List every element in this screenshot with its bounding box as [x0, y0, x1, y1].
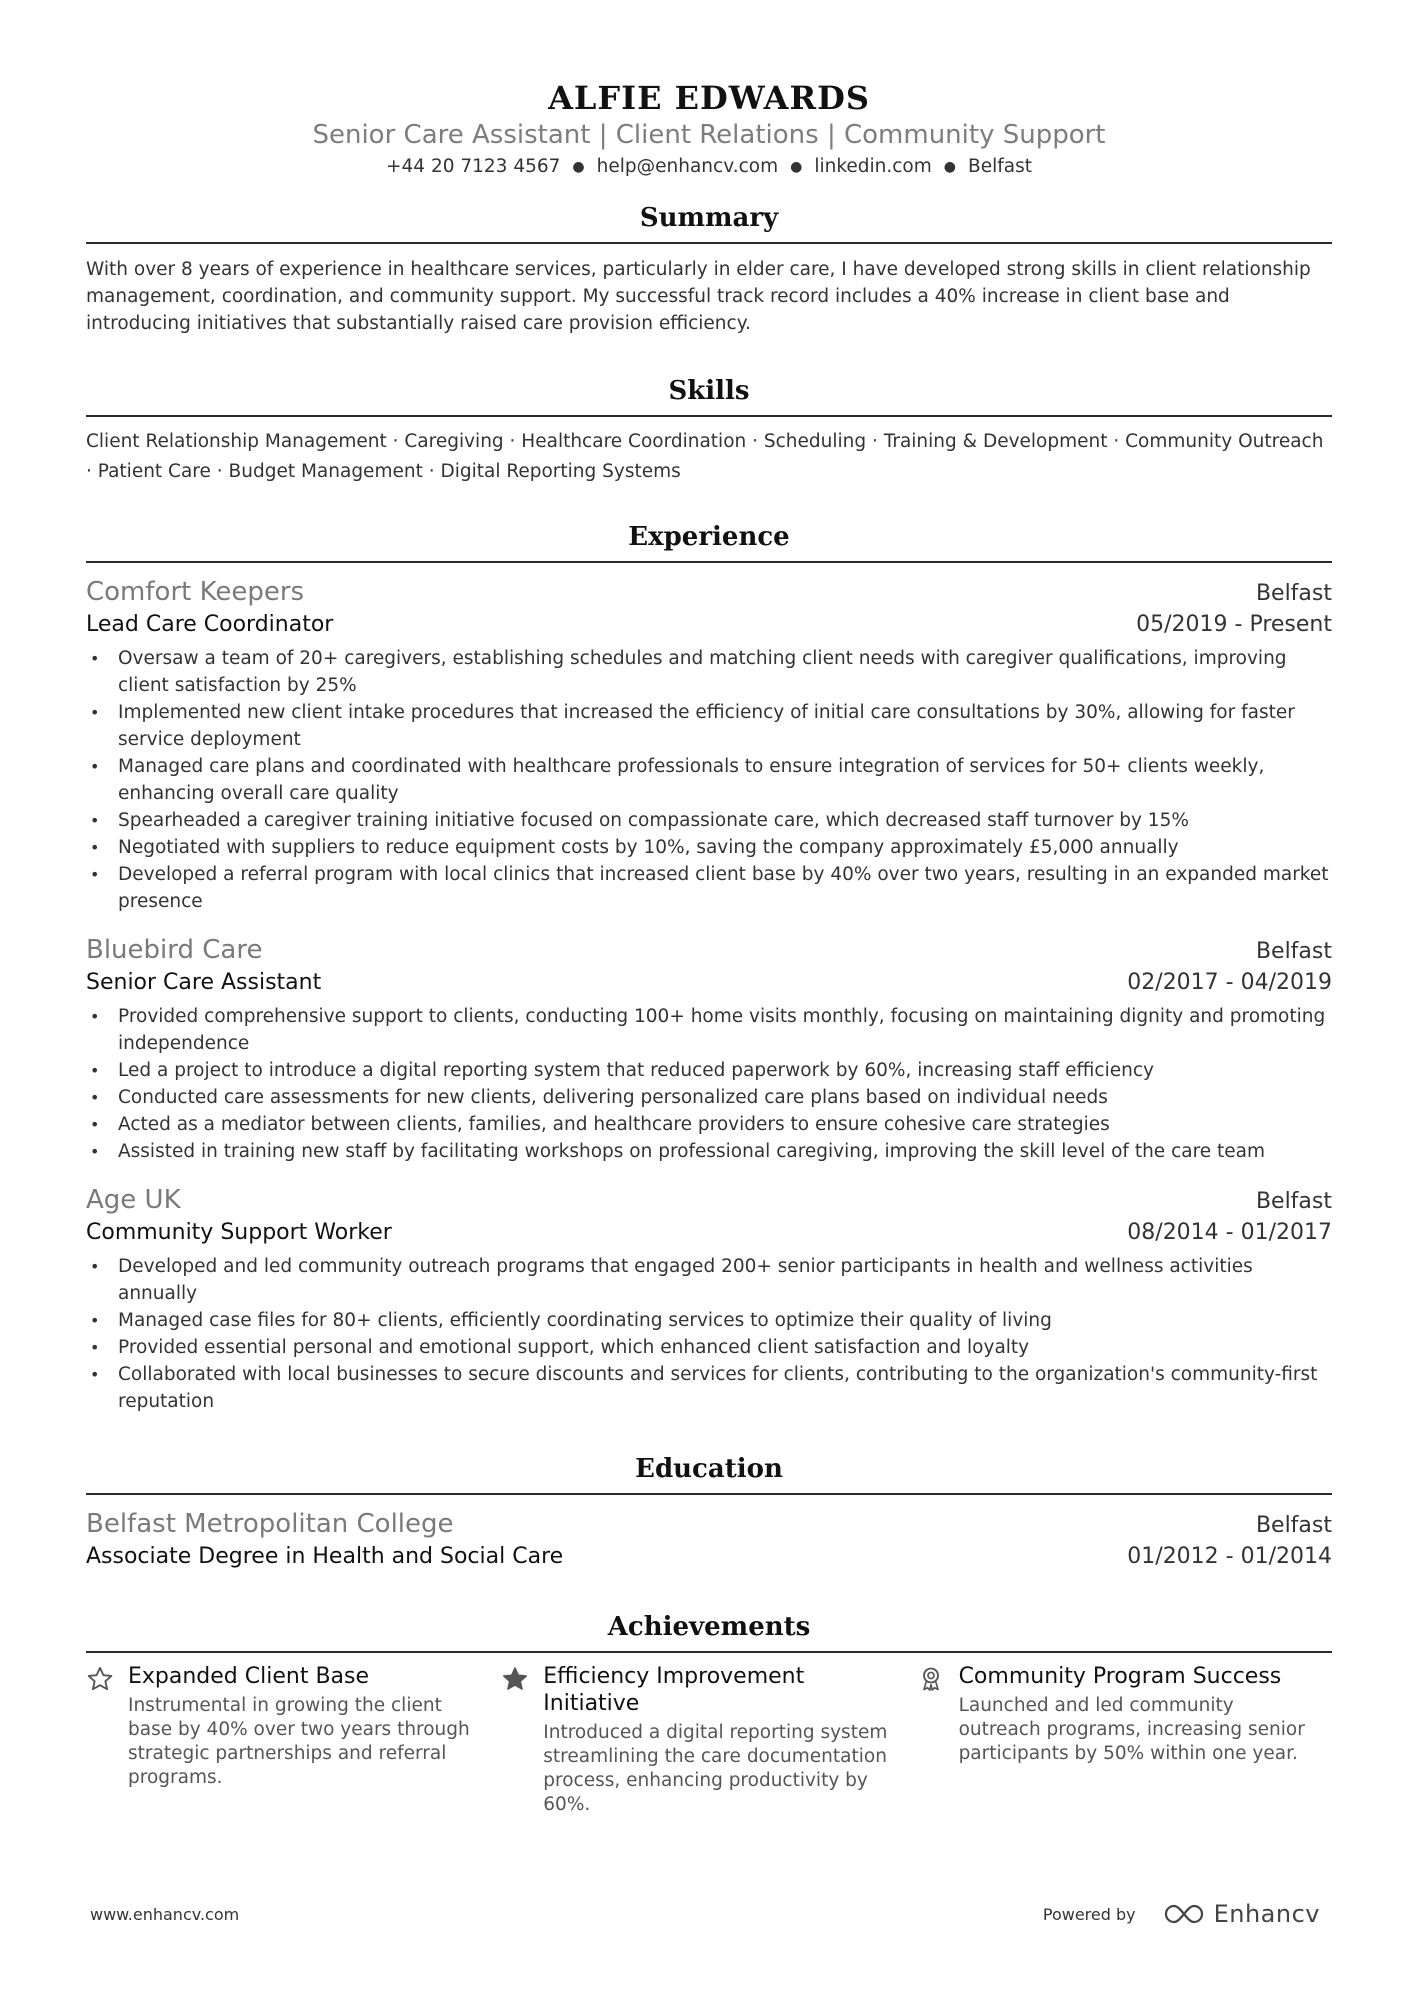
education-entry [86, 1507, 1332, 1573]
contact-line [86, 154, 1332, 180]
job-role: Senior Care Assistant [86, 970, 322, 995]
achievement-title: Efficiency Improvement Initiative [543, 1664, 805, 1716]
summary-section [86, 200, 1332, 337]
experience-heading-rule [86, 519, 1332, 563]
star-outline-icon [86, 1663, 128, 1817]
job-bullet: • Provided comprehensive support to clients, conducting 100+ home visits monthly, focusing on maintaining dignity and promoting independence [86, 1003, 1332, 1057]
job-dates: 02/2017 - 04/2019 [1127, 970, 1332, 995]
job-role: Community Support Worker [86, 1220, 392, 1245]
footer-site-link[interactable]: www.enhancv.com [90, 1904, 240, 1924]
skills-heading-rule [86, 373, 1332, 417]
achievement-desc: Introduced a digital reporting system streamlining the care documentation process, enhancing productivity by 60%. [543, 1722, 888, 1815]
job-bullet: • Developed and led community outreach programs that engaged 200+ senior participants in health and wellness activities annually [86, 1253, 1332, 1307]
experience-title: Experience [628, 522, 790, 552]
job-bullet: • Provided essential personal and emotional support, which enhanced client satisfaction and loyalty [86, 1334, 1332, 1361]
job-bullet: • Managed care plans and coordinated with healthcare professionals to ensure integration of services for 50+ clients weekly, enhancing overall care quality [86, 753, 1332, 807]
job-entry [86, 933, 1332, 1165]
achievement-title: Expanded Client Base [128, 1664, 370, 1689]
job-role: Lead Care Coordinator [86, 612, 334, 637]
job-bullet: • Implemented new client intake procedures that increased the efficiency of initial care consultations by 30%, allowing for faster service deployment [86, 699, 1332, 753]
education-school: Belfast Metropolitan College [86, 1509, 454, 1539]
education-title: Education [635, 1454, 783, 1484]
job-bullets [86, 1003, 1332, 1165]
education-dates: 01/2012 - 01/2014 [1127, 1544, 1332, 1569]
skills-title: Skills [668, 376, 750, 406]
skills-list: Client Relationship Management · Caregiving · Healthcare Coordination · Scheduling · Training & Development · Community Outreach · Patient Care · Budget Management · Digital Reporting Systems [86, 431, 1324, 482]
summary-title: Summary [639, 203, 779, 233]
achievement-desc: Instrumental in growing the client base by 40% over two years through strategic partnerships and referral programs. [128, 1695, 470, 1788]
job-bullet: • Spearheaded a caregiver training initiative focused on compassionate care, which decreased staff turnover by 15% [86, 807, 1332, 834]
separator-dot: ● [790, 159, 803, 175]
star-filled-icon [501, 1663, 543, 1817]
education-heading-rule [86, 1451, 1332, 1495]
candidate-name: ALFIE EDWARDS [548, 79, 870, 117]
job-bullet: • Acted as a mediator between clients, families, and healthcare providers to ensure cohesive care strategies [86, 1111, 1332, 1138]
job-entry [86, 575, 1332, 915]
job-location: Belfast [1255, 1189, 1332, 1214]
contact-phone: +44 20 7123 4567 [386, 156, 561, 177]
job-bullets [86, 645, 1332, 915]
resume-header [86, 78, 1332, 180]
achievements-grid [86, 1663, 1332, 1817]
experience-section [86, 519, 1332, 1415]
separator-dot: ● [572, 159, 585, 175]
summary-heading-rule [86, 200, 1332, 244]
achievement-item [917, 1663, 1332, 1817]
achievement-item [86, 1663, 501, 1817]
job-location: Belfast [1255, 939, 1332, 964]
contact-email[interactable]: help@enhancv.com [596, 156, 779, 177]
job-bullets [86, 1253, 1332, 1415]
achievements-heading-rule [86, 1609, 1332, 1653]
job-bullet: • Negotiated with suppliers to reduce equipment costs by 10%, saving the company approximately £5,000 annually [86, 834, 1332, 861]
achievement-item [501, 1663, 916, 1817]
powered-by [1043, 1900, 1320, 1928]
page-footer [90, 1900, 1320, 1928]
job-dates: 08/2014 - 01/2017 [1127, 1220, 1332, 1245]
job-company: Bluebird Care [86, 935, 263, 965]
job-bullet: • Developed a referral program with local clinics that increased client base by 40% over two years, resulting in an expanded market presence [86, 861, 1332, 915]
job-entry [86, 1183, 1332, 1415]
education-location: Belfast [1255, 1513, 1332, 1538]
job-bullet: • Oversaw a team of 20+ caregivers, establishing schedules and matching client needs with caregiver qualifications, improving client satisfaction by 25% [86, 645, 1332, 699]
candidate-headline: Senior Care Assistant | Client Relations | Community Support [312, 120, 1106, 150]
separator-dot: ● [943, 159, 956, 175]
achievements-title: Achievements [607, 1612, 811, 1642]
job-location: Belfast [1255, 581, 1332, 606]
infinity-logo-icon [1162, 1902, 1206, 1926]
brand-name: Enhancv [1213, 1900, 1320, 1928]
job-bullet: • Conducted care assessments for new clients, delivering personalized care plans based on individual needs [86, 1084, 1332, 1111]
summary-text: With over 8 years of experience in healthcare services, particularly in elder care, I have developed strong skills in client relationship management, coordination, and community support. My successful track record includes a 40% increase in client base and introducing initiatives that substantially raised care provision efficiency. [86, 259, 1311, 334]
skills-section [86, 373, 1332, 487]
education-section [86, 1451, 1332, 1573]
contact-linkedin[interactable]: linkedin.com [814, 156, 932, 177]
job-company: Age UK [86, 1185, 181, 1215]
job-dates: 05/2019 - Present [1136, 612, 1332, 637]
job-bullet: • Assisted in training new staff by facilitating workshops on professional caregiving, improving the skill level of the care team [86, 1138, 1332, 1165]
education-degree: Associate Degree in Health and Social Care [86, 1544, 564, 1569]
contact-location: Belfast [968, 156, 1032, 177]
achievement-title: Community Program Success [958, 1664, 1282, 1689]
job-bullet: • Collaborated with local businesses to secure discounts and services for clients, contributing to the organization's community-first reputation [86, 1361, 1332, 1415]
job-company: Comfort Keepers [86, 577, 305, 607]
job-bullet: • Led a project to introduce a digital reporting system that reduced paperwork by 60%, increasing staff efficiency [86, 1057, 1332, 1084]
job-bullet: • Managed case files for 80+ clients, efficiently coordinating services to optimize their quality of living [86, 1307, 1332, 1334]
achievements-section [86, 1609, 1332, 1817]
award-medal-icon [917, 1663, 959, 1817]
powered-by-label: Powered by [1042, 1904, 1136, 1924]
achievement-desc: Launched and led community outreach programs, increasing senior participants by 50% within one year. [958, 1695, 1305, 1764]
resume-page [86, 78, 1332, 1817]
brand-logo[interactable] [1162, 1900, 1320, 1928]
